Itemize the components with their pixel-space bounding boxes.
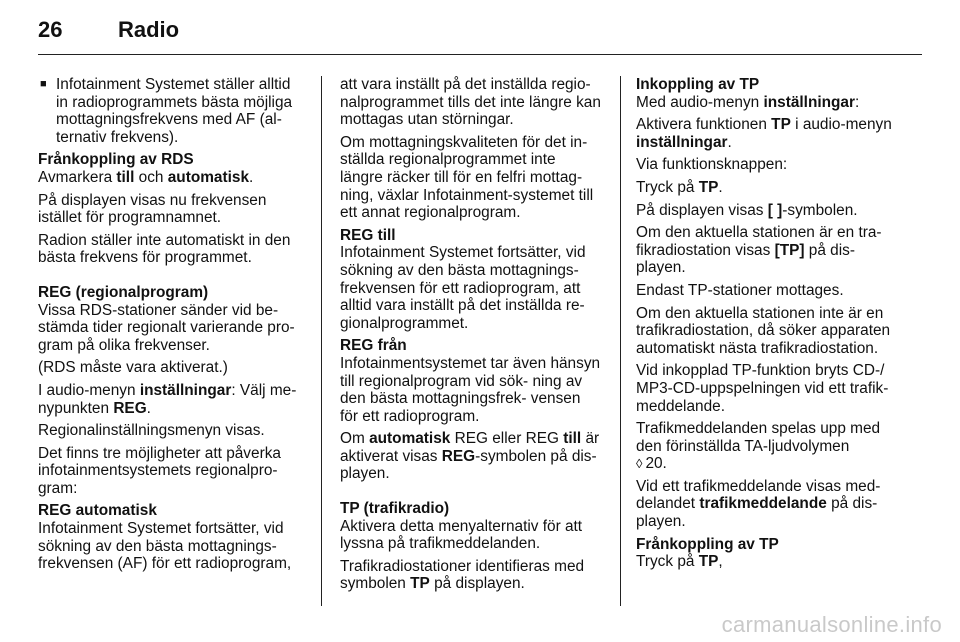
section-heading: REG automatisk: [38, 502, 157, 520]
section-inkoppling-tp: Inkoppling av TP Med audio-menyn inställningar:: [636, 76, 906, 111]
paragraph: Om automatisk REG eller REG till är aktiverat visas REG-symbolen på dis- playen.: [340, 430, 600, 483]
paragraph: Endast TP-stationer mottages.: [636, 281, 844, 299]
section-frankoppling-tp: Frånkoppling av TP Tryck på TP,: [636, 536, 906, 571]
paragraph: Det finns tre möjligheter att påverka infotainmentsystemets regionalpro- gram:: [38, 444, 281, 497]
paragraph: Tryck på TP.: [636, 178, 723, 196]
paragraph: Radion ställer inte automatiskt in den bästa frekvens för programmet.: [38, 231, 291, 267]
paragraph: I audio-menyn inställningar: Välj me- nypunkten REG.: [38, 381, 297, 417]
section-heading: REG från: [340, 337, 407, 355]
watermark: carmanualsonline.info: [721, 612, 942, 637]
section-frankoppling-rds: Frånkoppling av RDS Avmarkera till och automatisk.: [38, 151, 306, 186]
bullet-item: ■ Infotainment Systemet ställer alltid in radioprogrammets bästa möjliga mottagningsfrekvens med AF (al- ternativ frekvens).: [40, 76, 293, 146]
paragraph: Om den aktuella stationen inte är en trafikradiostation, då söker apparaten automatiskt nästa trafikradiostation.: [636, 304, 891, 357]
paragraph: På displayen visas nu frekvensen istället för programnamnet.: [38, 191, 267, 227]
column-divider-2: [620, 76, 621, 606]
section-tp: TP (trafikradio) Aktivera detta menyalternativ för att lyssna på trafikmeddelanden.: [340, 500, 602, 553]
paragraph: På displayen visas [ ]-symbolen.: [636, 201, 858, 219]
paragraph: Om den aktuella stationen är en tra- fikradiostation visas [TP] på dis- playen.: [636, 224, 882, 277]
column-1: [38, 76, 306, 578]
paragraph: Vid ett trafikmeddelande visas med- delandet trafikmeddelande på dis- playen.: [636, 477, 881, 531]
section-heading: Inkoppling av TP: [636, 76, 760, 93]
paragraph: (RDS måste vara aktiverat.): [38, 359, 228, 377]
paragraph: Via funktionsknappen:: [636, 156, 788, 174]
page-reference[interactable]: 20.: [645, 455, 667, 473]
paragraph: Regionalinställningsmenyn visas.: [38, 422, 265, 440]
section-reg-till: REG till Infotainment Systemet fortsätter, vid sökning av den bästa mottagnings- frekvensen för ett radioprogram, att alltid vara inställt på det inställda re- gionalprogrammet.: [340, 227, 602, 333]
column-3: [636, 76, 906, 576]
paragraph: att vara inställt på det inställda regio- nalprogrammet tills det inte längre kan mottagas utan störningar.: [340, 76, 601, 129]
page-reference-arrow-icon: ◊: [636, 456, 643, 472]
paragraph: Aktivera funktionen TP i audio-menyn inställningar.: [636, 116, 892, 151]
header-divider: [38, 54, 922, 55]
section-heading: Frånkoppling av TP: [636, 535, 779, 553]
page-header: [38, 14, 922, 54]
column-divider-1: [321, 76, 322, 606]
section-reg-automatisk: REG automatisk Infotainment Systemet fortsätter, vid sökning av den bästa mottagnings- frekvensen (AF) för ett radioprogram,: [38, 502, 306, 572]
section-reg: REG (regionalprogram) Vissa RDS-stationer sänder vid be- stämda tider regionalt varierande pro- gram på olika frekvenser.: [38, 284, 306, 354]
column-2: [340, 76, 602, 598]
section-heading: REG (regionalprogram): [38, 283, 209, 301]
section-heading: Frånkoppling av RDS: [38, 151, 194, 169]
paragraph: Trafikmeddelanden spelas upp med den förinställda TA-ljudvolymen ◊ 20.: [636, 420, 881, 473]
section-reg-fran: REG från Infotainmentsystemet tar även hänsyn till regionalprogram vid sök- ning av den bästa mottagningsfrek- vensen för ett radioprogram.: [340, 337, 601, 425]
bullet-square-icon: ■: [40, 78, 47, 90]
paragraph: Trafikradiostationer identifieras med symbolen TP på displayen.: [340, 557, 585, 593]
paragraph: Vid inkopplad TP-funktion bryts CD-/ MP3-CD-uppspelningen vid ett trafik- meddelande.: [636, 362, 889, 415]
page-title: Radio: [118, 17, 180, 42]
section-heading: TP (trafikradio): [340, 500, 450, 518]
paragraph: Om mottagningskvaliteten för det in- ställda regionalprogrammet inte längre räcker till för en felfri mottag- ning, växlar Infotainment-systemet till ett annat regionalprogram.: [340, 133, 594, 222]
page-number: 26: [38, 17, 63, 42]
section-heading: REG till: [340, 226, 396, 244]
